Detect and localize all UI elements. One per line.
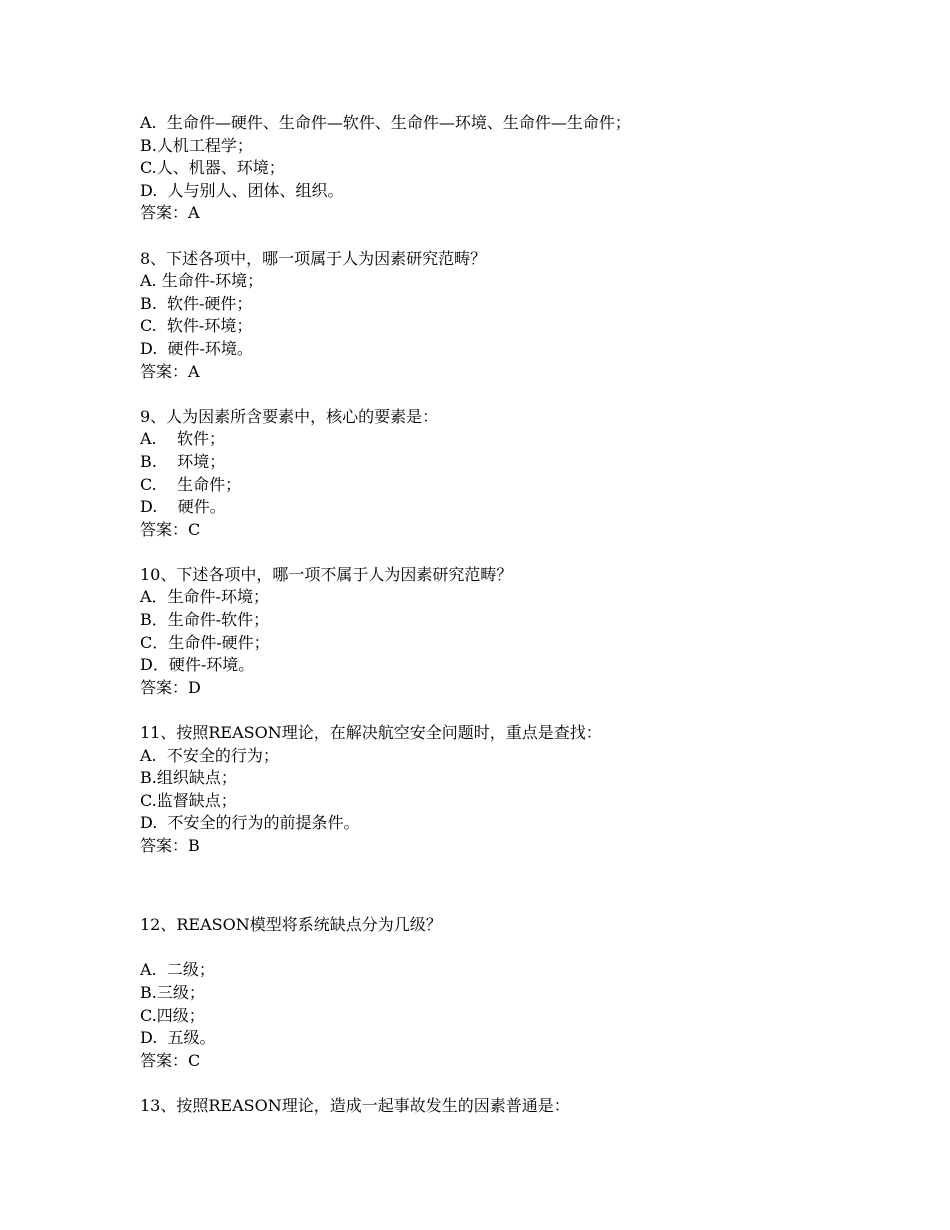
q8-answer: 答案：A [140,361,200,381]
q12-option-a: A. 二级； [140,960,215,980]
spacer [140,858,840,881]
q12-option-b: B.三级； [140,982,205,1002]
q11-question: 11、按照REASON理论，在解决航空安全问题时，重点是查找： [140,723,602,743]
question-11-block [140,722,840,858]
spacer [140,225,840,248]
q9-option-b: B. 环境； [140,451,226,471]
q13-question: 13、按照REASON理论，造成一起事故发生的因素普通是： [140,1095,570,1115]
spacer [140,880,840,914]
q10-option-d: D．硬件-环境。 [140,655,255,675]
q11-option-c: C.监督缺点； [140,790,237,810]
q8-option-c: C. 软件-环境； [140,316,253,336]
q11-option-b: B.组织缺点； [140,768,237,788]
q12-option-d: D. 五级。 [140,1028,216,1048]
q10-option-c: C．生命件-硬件； [140,632,270,652]
q10-answer: 答案：D [140,677,201,697]
spacer [140,541,840,564]
q7-option-a: A. 生命件—硬件、生命件—软件、生命件—环境、生命件—生命件； [140,113,631,132]
q11-answer: 答案：B [140,836,200,855]
q7-option-b: B.人机工程学； [140,135,253,155]
q9-option-d: D. 硬件。 [140,497,226,517]
q8-option-a: A. 生命件-环境； [140,271,264,291]
q8-question: 8、下述各项中，哪一项属于人为因素研究范畴？ [140,248,487,268]
q7-answer: 答案：A [140,203,200,223]
spacer [140,699,840,722]
q7-option-d: D. 人与别人、团体、组织。 [140,180,344,200]
q9-question: 9、人为因素所含要素中，核心的要素是： [140,406,439,426]
spacer [140,383,840,406]
question-8-block [140,248,840,384]
question-13-block [140,1095,840,1118]
spacer [140,1072,840,1095]
q8-option-b: B. 软件-硬件； [140,293,253,313]
document-body [140,112,840,1118]
q11-option-a: A. 不安全的行为； [140,745,279,765]
q12-option-c: C.四级； [140,1005,205,1025]
q9-option-a: A. 软件； [140,429,225,449]
q12-question: 12、REASON模型将系统缺点分为几级？ [140,915,442,935]
q10-question: 10、下述各项中，哪一项不属于人为因素研究范畴？ [140,564,513,584]
q9-answer: 答案：C [140,519,201,539]
q11-option-d: D. 不安全的行为的前提条件。 [140,813,360,833]
question-10-block [140,564,840,700]
question-9-block [140,406,840,542]
spacer [140,937,840,960]
q12-answer: 答案：C [140,1050,201,1070]
q8-option-d: D. 硬件-环境。 [140,338,253,358]
q9-option-c: C. 生命件； [140,474,242,494]
q10-option-a: A．生命件-环境； [140,587,269,607]
q7-option-c: C.人、机器、环境； [140,158,285,178]
question-7-block [140,112,840,225]
question-12-block [140,914,840,1072]
q10-option-b: B．生命件-软件； [140,610,270,630]
